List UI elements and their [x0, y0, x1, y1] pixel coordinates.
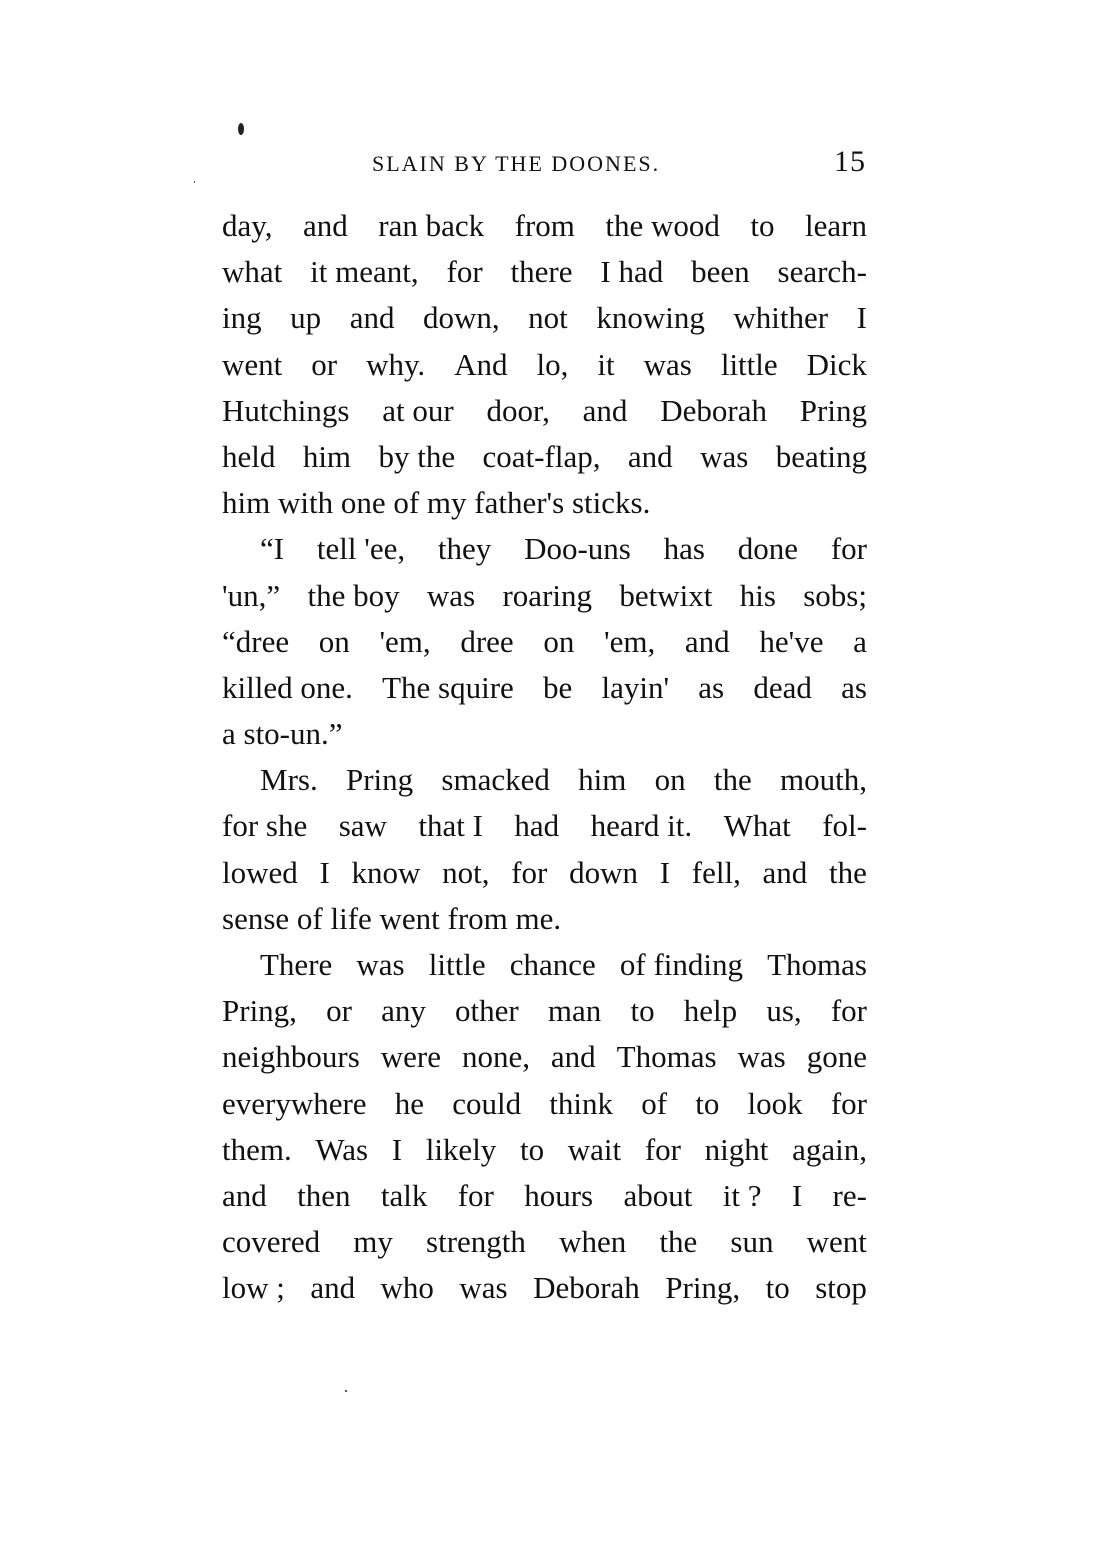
word: little — [720, 346, 778, 382]
text-line — [222, 342, 867, 388]
word: ing — [222, 300, 262, 336]
text-line — [222, 295, 867, 341]
text-line — [222, 1081, 867, 1127]
text-line — [222, 988, 867, 1034]
word: and — [684, 623, 730, 659]
word: he've — [759, 623, 824, 659]
word: that I — [418, 808, 483, 844]
ink-speck — [345, 1390, 347, 1392]
word: Thomas — [616, 1039, 717, 1075]
word: there — [510, 254, 573, 290]
word: for — [446, 254, 483, 290]
word: to — [750, 208, 775, 243]
word: been — [691, 254, 750, 290]
word: saw — [338, 808, 387, 844]
word: re- — [832, 1177, 867, 1213]
word: by the — [378, 438, 456, 474]
word: 'em, — [604, 623, 656, 659]
word: search- — [777, 254, 867, 290]
word: and — [349, 300, 395, 336]
word: Pring — [345, 762, 414, 798]
text-line — [222, 665, 867, 711]
word: was — [356, 947, 405, 982]
word: was — [643, 346, 692, 382]
word: look — [747, 1085, 803, 1121]
word: Thomas — [767, 947, 867, 982]
word: him — [578, 762, 627, 798]
word: I — [856, 300, 867, 336]
word: for — [644, 1131, 681, 1167]
word: stop — [815, 1270, 867, 1306]
word: lowed — [222, 854, 298, 890]
word: on — [543, 623, 575, 659]
word: dree — [460, 623, 514, 659]
word: he — [394, 1085, 425, 1121]
word: was — [426, 577, 476, 613]
word: his — [739, 577, 776, 613]
word: wait — [567, 1131, 622, 1167]
word: 'em, — [379, 623, 431, 659]
paragraph — [222, 203, 867, 526]
word: it — [597, 346, 615, 382]
word: a — [853, 623, 867, 659]
word: for — [830, 531, 867, 567]
word: it ? — [722, 1177, 762, 1213]
word: tell 'ee, — [316, 531, 406, 567]
word: was — [700, 438, 749, 474]
word: Deborah — [533, 1270, 640, 1306]
word: think — [549, 1085, 614, 1121]
word: of finding — [619, 947, 743, 982]
word: for — [830, 1085, 867, 1121]
word: night — [704, 1131, 769, 1167]
text-line — [222, 434, 867, 480]
paragraph — [222, 526, 867, 757]
word: and — [582, 392, 628, 428]
word: none, — [461, 1039, 530, 1075]
text-line — [222, 1173, 867, 1219]
word: Deborah — [660, 392, 767, 428]
word: I — [319, 854, 330, 890]
word: the — [829, 854, 867, 890]
word: why. — [366, 346, 426, 382]
paragraph — [222, 942, 867, 1312]
paragraph — [222, 757, 867, 942]
word: went — [222, 346, 283, 382]
word: heard it. — [590, 808, 693, 844]
word: any — [381, 993, 426, 1029]
word: hours — [524, 1177, 594, 1213]
word: it meant, — [310, 254, 419, 290]
word: and — [222, 1177, 267, 1213]
word: Was — [315, 1131, 369, 1167]
text-line — [222, 480, 867, 526]
word: little — [428, 947, 486, 982]
word: were — [380, 1039, 441, 1075]
page-number: 15 — [834, 145, 866, 178]
word: could — [452, 1085, 522, 1121]
word: to — [519, 1131, 545, 1167]
word: not, — [442, 854, 490, 890]
word: roaring — [502, 577, 593, 613]
word: the — [659, 1224, 698, 1260]
word: The squire — [382, 669, 514, 705]
word: as — [841, 669, 867, 705]
word: up — [290, 300, 322, 336]
word: learn — [805, 208, 867, 243]
word: what — [222, 254, 283, 290]
text-line — [222, 803, 867, 849]
word: or — [311, 346, 338, 382]
word: betwixt — [619, 577, 713, 613]
word: mouth, — [779, 762, 867, 798]
word: of — [641, 1085, 668, 1121]
text-line — [222, 896, 867, 942]
word: went — [806, 1224, 867, 1260]
word: I had — [600, 254, 664, 290]
text-line — [222, 850, 867, 896]
word: done — [737, 531, 799, 567]
text-line — [222, 249, 867, 295]
word: was — [737, 1039, 786, 1075]
ink-speck — [194, 181, 195, 183]
text-line — [222, 1265, 867, 1311]
word: us, — [766, 993, 802, 1029]
word: strength — [426, 1224, 526, 1260]
word: fol- — [822, 808, 867, 844]
text-line — [222, 711, 867, 757]
word: from — [514, 208, 575, 243]
word: down — [569, 854, 638, 890]
word: for she — [222, 808, 308, 844]
body-text — [222, 203, 867, 1312]
word: to — [630, 993, 655, 1029]
word: ran back — [378, 208, 485, 243]
word: the wood — [605, 208, 720, 243]
word: Pring, — [665, 1270, 741, 1306]
text-line — [222, 1219, 867, 1265]
word: Mrs. — [260, 762, 318, 798]
word: coat-flap, — [482, 438, 601, 474]
word: who — [380, 1270, 434, 1306]
word: covered — [222, 1224, 321, 1260]
word: on — [318, 623, 350, 659]
word: to — [695, 1085, 720, 1121]
word: likely — [425, 1131, 497, 1167]
word: There — [260, 947, 333, 982]
word: layin' — [601, 669, 670, 705]
word: fell, — [691, 854, 741, 890]
text-line — [222, 1034, 867, 1080]
word: other — [455, 993, 519, 1029]
word: Pring, — [222, 993, 297, 1029]
word: killed one. — [222, 669, 353, 705]
word: and — [627, 438, 673, 474]
word: again, — [792, 1131, 867, 1167]
running-head: SLAIN BY THE DOONES. — [372, 151, 661, 176]
page-header — [222, 143, 872, 187]
word: when — [559, 1224, 627, 1260]
word: beating — [775, 438, 867, 474]
word: and — [550, 1039, 596, 1075]
word: lo, — [536, 346, 569, 382]
word: “I — [260, 531, 285, 567]
word: down, — [422, 300, 500, 336]
word: Hutchings — [222, 392, 350, 428]
word: talk — [380, 1177, 428, 1213]
text-line — [222, 526, 867, 572]
word: about — [623, 1177, 693, 1213]
word: I — [391, 1131, 403, 1167]
word: then — [297, 1177, 351, 1213]
word: day, — [222, 208, 273, 243]
word: chance — [509, 947, 596, 982]
word: gone — [806, 1039, 867, 1075]
word: was — [459, 1270, 508, 1306]
word: on — [654, 762, 686, 798]
word: for — [457, 1177, 494, 1213]
word: or — [326, 993, 352, 1029]
word: to — [765, 1270, 790, 1306]
word: 'un,” — [222, 577, 281, 613]
word: What — [723, 808, 791, 844]
word: know — [351, 854, 421, 890]
word: him with one of my father's sticks. — [222, 485, 651, 521]
word: Dick — [806, 346, 867, 382]
word: “dree — [222, 623, 290, 659]
word: sun — [730, 1224, 774, 1260]
word: as — [698, 669, 725, 705]
text-line — [222, 388, 867, 434]
word: held — [222, 438, 276, 474]
word: sense of life went from me. — [222, 900, 562, 936]
word: at our — [382, 392, 454, 428]
word: I — [791, 1177, 803, 1213]
word: man — [547, 993, 602, 1029]
word: and — [310, 1270, 356, 1306]
word: everywhere — [222, 1085, 367, 1121]
word: whither — [733, 300, 829, 336]
word: I — [659, 854, 671, 890]
word: the boy — [307, 577, 400, 613]
word: my — [353, 1224, 393, 1260]
text-line — [222, 203, 867, 249]
word: them. — [222, 1131, 292, 1167]
word: Doo-uns — [524, 531, 631, 567]
text-line — [222, 757, 867, 803]
text-line — [222, 573, 867, 619]
word: had — [514, 808, 560, 844]
word: be — [543, 669, 573, 705]
word: and — [303, 208, 348, 243]
text-line — [222, 1127, 867, 1173]
word: for — [511, 854, 548, 890]
word: has — [663, 531, 705, 567]
word: smacked — [441, 762, 550, 798]
word: him — [302, 438, 352, 474]
word: the — [713, 762, 752, 798]
word: knowing — [596, 300, 705, 336]
word: they — [437, 531, 492, 567]
word: for — [830, 993, 867, 1029]
word: low ; — [222, 1270, 285, 1306]
word: neighbours — [222, 1039, 360, 1075]
word: sobs; — [803, 577, 867, 613]
word: a sto-un.” — [222, 716, 343, 752]
word: and — [762, 854, 808, 890]
word: Pring — [799, 392, 867, 428]
ink-speck — [238, 123, 244, 135]
text-line — [222, 942, 867, 988]
text-line — [222, 619, 867, 665]
word: not — [528, 300, 568, 336]
word: dead — [753, 669, 812, 705]
word: help — [683, 993, 738, 1029]
word: And — [454, 346, 508, 382]
word: door, — [486, 392, 550, 428]
